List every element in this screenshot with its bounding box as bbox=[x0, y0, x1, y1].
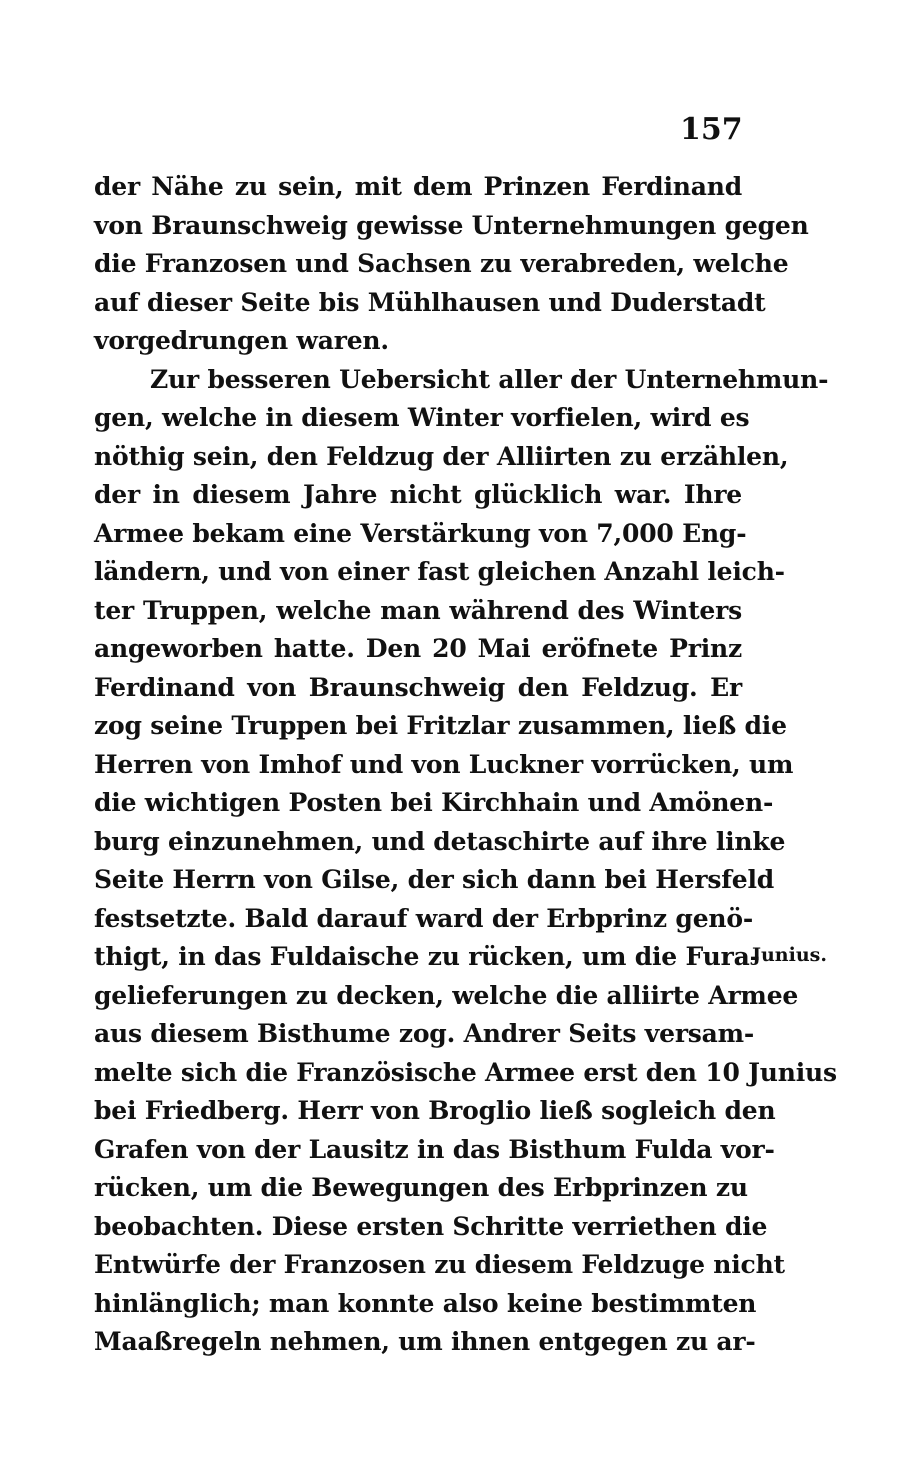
text-line: rücken, um die Bewegungen des Erbprinzen zu bbox=[94, 1173, 748, 1202]
text-line: Ferdinand von Braunschweig den Feldzug. Er bbox=[94, 672, 742, 702]
text-line: gelieferungen zu decken, welche die alliirte Armee bbox=[94, 980, 799, 1010]
text-line: ter Truppen, welche man während des Winters bbox=[94, 595, 742, 625]
body-text bbox=[94, 168, 837, 1362]
text-line: zog seine Truppen bei Fritzlar zusammen, ließ die bbox=[94, 711, 787, 740]
text-line: melte sich die Französische Armee erst den 10 Junius bbox=[94, 1057, 837, 1087]
text-line: bei Friedberg. Herr von Broglio ließ sogleich den bbox=[94, 1096, 776, 1125]
text-line: Maaßregeln nehmen, um ihnen entgegen zu ar- bbox=[94, 1327, 756, 1356]
text-line: aus diesem Bisthume zog. Andrer Seits versam- bbox=[94, 1019, 755, 1048]
text-line-paragraph-end: vorgedrungen waren. bbox=[94, 326, 389, 355]
text-line: Armee bekam eine Verstärkung von 7,000 Eng- bbox=[94, 518, 747, 548]
margin-note: Junius. bbox=[752, 944, 827, 966]
page-number: 157 bbox=[680, 112, 743, 147]
text-line: ländern, und von einer fast gleichen Anzahl leich- bbox=[94, 557, 785, 586]
text-line-paragraph-start: Zur besseren Uebersicht aller der Unternehmun- bbox=[150, 364, 829, 394]
text-line: Grafen von der Lausitz in das Bisthum Fulda vor- bbox=[94, 1134, 775, 1164]
text-line: Herren von Imhof und von Luckner vorrücken, um bbox=[94, 749, 794, 779]
text-line: angeworben hatte. Den 20 Mai eröfnete Prinz bbox=[94, 634, 742, 663]
text-line: die Franzosen und Sachsen zu verabreden, welche bbox=[94, 249, 789, 278]
text-line: hinlänglich; man konnte also keine bestimmten bbox=[94, 1288, 757, 1318]
text-line: auf dieser Seite bis Mühlhausen und Duderstadt bbox=[94, 287, 766, 317]
text-line: von Braunschweig gewisse Unternehmungen gegen bbox=[94, 210, 809, 240]
text-line: burg einzunehmen, und detaschirte auf ihre linke bbox=[94, 826, 786, 856]
text-line: festsetzte. Bald darauf ward der Erbprinz genö- bbox=[94, 903, 754, 933]
text-line: nöthig sein, den Feldzug der Alliirten zu erzählen, bbox=[94, 441, 789, 471]
text-line: die wichtigen Posten bei Kirchhain und Amönen- bbox=[94, 788, 774, 817]
text-line: der Nähe zu sein, mit dem Prinzen Ferdinand bbox=[94, 172, 742, 201]
text-line: Seite Herrn von Gilse, der sich dann bei Hersfeld bbox=[94, 865, 775, 894]
text-line: der in diesem Jahre nicht glücklich war. Ihre bbox=[94, 480, 742, 509]
text-line: thigt, in das Fuldaische zu rücken, um die Fura- bbox=[94, 942, 760, 971]
text-line: beobachten. Diese ersten Schritte verriethen die bbox=[94, 1211, 768, 1241]
text-line: gen, welche in diesem Winter vorfielen, wird es bbox=[94, 403, 750, 432]
text-line: Entwürfe der Franzosen zu diesem Feldzuge nicht bbox=[94, 1250, 785, 1279]
